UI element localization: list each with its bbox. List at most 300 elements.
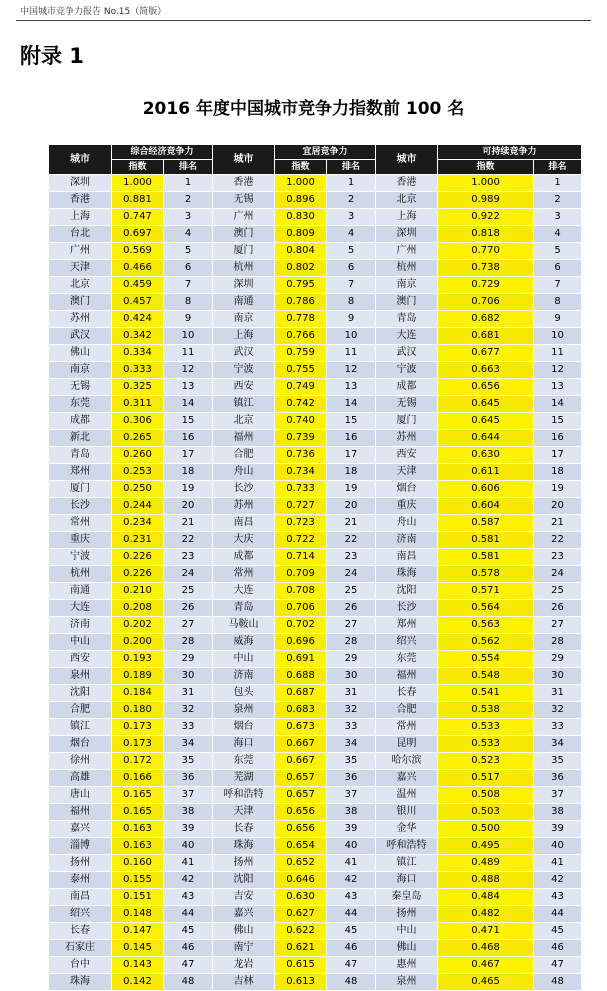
econ-city-cell: 佛山	[49, 345, 112, 362]
livable-rank-cell: 18	[327, 464, 376, 481]
sustain-city-cell: 澳门	[376, 294, 438, 311]
livable-rank-cell: 3	[327, 209, 376, 226]
econ-rank-cell: 36	[164, 770, 213, 787]
table-title: 2016 年度中国城市竞争力指数前 100 名	[142, 99, 465, 119]
sustain-index-cell: 0.677	[438, 345, 534, 362]
group-econ: 综合经济竞争力	[112, 145, 213, 160]
sustain-city-cell: 珠海	[376, 566, 438, 583]
econ-index-cell: 0.189	[112, 668, 164, 685]
econ-index-cell: 0.244	[112, 498, 164, 515]
econ-rank-cell: 46	[164, 940, 213, 957]
econ-index-cell: 0.147	[112, 923, 164, 940]
sustain-index-cell: 0.611	[438, 464, 534, 481]
livable-rank-cell: 46	[327, 940, 376, 957]
econ-index-cell: 0.165	[112, 787, 164, 804]
group-sustain: 可持续竞争力	[438, 145, 582, 160]
econ-index-cell: 0.163	[112, 821, 164, 838]
sustain-rank-cell: 29	[534, 651, 582, 668]
sustain-index-cell: 0.989	[438, 192, 534, 209]
econ-index-cell: 0.334	[112, 345, 164, 362]
sustain-rank-cell: 2	[534, 192, 582, 209]
table-row	[49, 634, 582, 651]
sustain-index-cell: 0.645	[438, 413, 534, 430]
econ-index-cell: 0.325	[112, 379, 164, 396]
table-row	[49, 277, 582, 294]
group-livable: 宜居竞争力	[275, 145, 376, 160]
econ-city-cell: 厦门	[49, 481, 112, 498]
sustain-rank-cell: 33	[534, 719, 582, 736]
table-row	[49, 617, 582, 634]
livable-rank-cell: 14	[327, 396, 376, 413]
sustain-city-cell: 绍兴	[376, 634, 438, 651]
livable-index-cell: 0.766	[275, 328, 327, 345]
livable-index-cell: 0.656	[275, 804, 327, 821]
table-row	[49, 685, 582, 702]
sustain-index-cell: 0.729	[438, 277, 534, 294]
sustain-index-cell: 0.489	[438, 855, 534, 872]
livable-index-cell: 0.802	[275, 260, 327, 277]
livable-index-cell: 0.786	[275, 294, 327, 311]
sustain-index-cell: 0.682	[438, 311, 534, 328]
livable-index-cell: 0.722	[275, 532, 327, 549]
econ-index-cell: 0.265	[112, 430, 164, 447]
table-row	[49, 311, 582, 328]
livable-index-cell: 0.627	[275, 906, 327, 923]
sustain-city-cell: 扬州	[376, 906, 438, 923]
livable-rank-cell: 15	[327, 413, 376, 430]
econ-city-cell: 成都	[49, 413, 112, 430]
sustain-index-cell: 0.564	[438, 600, 534, 617]
livable-index-cell: 0.654	[275, 838, 327, 855]
econ-city-cell: 长春	[49, 923, 112, 940]
sustain-index-cell: 0.500	[438, 821, 534, 838]
econ-rank-cell: 25	[164, 583, 213, 600]
livable-rank-cell: 16	[327, 430, 376, 447]
sustain-rank-cell: 45	[534, 923, 582, 940]
econ-index-cell: 0.202	[112, 617, 164, 634]
econ-index-cell: 0.424	[112, 311, 164, 328]
livable-city-cell: 珠海	[213, 838, 275, 855]
livable-city-cell: 长春	[213, 821, 275, 838]
econ-rank-cell: 24	[164, 566, 213, 583]
table-row	[49, 566, 582, 583]
econ-city-cell: 宁波	[49, 549, 112, 566]
econ-rank-cell: 45	[164, 923, 213, 940]
livable-rank-cell: 34	[327, 736, 376, 753]
livable-rank-cell: 37	[327, 787, 376, 804]
econ-city-cell: 广州	[49, 243, 112, 260]
econ-city-cell: 重庆	[49, 532, 112, 549]
sustain-rank-cell: 21	[534, 515, 582, 532]
col-city-sustain: 城市	[376, 145, 438, 175]
econ-index-cell: 0.747	[112, 209, 164, 226]
econ-city-cell: 济南	[49, 617, 112, 634]
econ-city-cell: 泉州	[49, 668, 112, 685]
livable-city-cell: 包头	[213, 685, 275, 702]
econ-index-cell: 0.173	[112, 736, 164, 753]
livable-index-cell: 0.714	[275, 549, 327, 566]
sustain-rank-cell: 36	[534, 770, 582, 787]
econ-rank-cell: 16	[164, 430, 213, 447]
livable-rank-cell: 17	[327, 447, 376, 464]
sustain-city-cell: 银川	[376, 804, 438, 821]
econ-index-cell: 0.172	[112, 753, 164, 770]
sustain-index-cell: 0.630	[438, 447, 534, 464]
sustain-index-cell: 0.533	[438, 719, 534, 736]
livable-index-cell: 0.723	[275, 515, 327, 532]
livable-index-cell: 0.749	[275, 379, 327, 396]
sustain-rank-cell: 18	[534, 464, 582, 481]
livable-index-cell: 0.896	[275, 192, 327, 209]
sustain-index-cell: 0.706	[438, 294, 534, 311]
livable-city-cell: 东莞	[213, 753, 275, 770]
livable-city-cell: 深圳	[213, 277, 275, 294]
econ-city-cell: 西安	[49, 651, 112, 668]
table-row	[49, 855, 582, 872]
econ-city-cell: 香港	[49, 192, 112, 209]
sustain-city-cell: 金华	[376, 821, 438, 838]
econ-index-cell: 0.193	[112, 651, 164, 668]
col-livable-index: 指数	[275, 160, 327, 175]
sustain-rank-cell: 28	[534, 634, 582, 651]
livable-index-cell: 1.000	[275, 175, 327, 192]
livable-rank-cell: 27	[327, 617, 376, 634]
sustain-city-cell: 哈尔滨	[376, 753, 438, 770]
livable-city-cell: 威海	[213, 634, 275, 651]
econ-index-cell: 0.333	[112, 362, 164, 379]
econ-index-cell: 0.148	[112, 906, 164, 923]
livable-city-cell: 苏州	[213, 498, 275, 515]
sustain-rank-cell: 27	[534, 617, 582, 634]
livable-index-cell: 0.646	[275, 872, 327, 889]
sustain-city-cell: 秦皇岛	[376, 889, 438, 906]
table-row	[49, 345, 582, 362]
table-row	[49, 379, 582, 396]
econ-index-cell: 0.160	[112, 855, 164, 872]
sustain-index-cell: 0.604	[438, 498, 534, 515]
sustain-rank-cell: 44	[534, 906, 582, 923]
livable-rank-cell: 12	[327, 362, 376, 379]
sustain-index-cell: 0.482	[438, 906, 534, 923]
econ-city-cell: 淄博	[49, 838, 112, 855]
table-row	[49, 226, 582, 243]
sustain-index-cell: 0.922	[438, 209, 534, 226]
livable-index-cell: 0.656	[275, 821, 327, 838]
sustain-city-cell: 厦门	[376, 413, 438, 430]
livable-rank-cell: 43	[327, 889, 376, 906]
econ-city-cell: 天津	[49, 260, 112, 277]
sustain-rank-cell: 48	[534, 974, 582, 991]
table-row	[49, 702, 582, 719]
econ-city-cell: 福州	[49, 804, 112, 821]
livable-rank-cell: 41	[327, 855, 376, 872]
sustain-rank-cell: 23	[534, 549, 582, 566]
livable-rank-cell: 8	[327, 294, 376, 311]
sustain-city-cell: 苏州	[376, 430, 438, 447]
sustain-city-cell: 天津	[376, 464, 438, 481]
econ-index-cell: 0.200	[112, 634, 164, 651]
livable-index-cell: 0.615	[275, 957, 327, 974]
econ-rank-cell: 12	[164, 362, 213, 379]
livable-rank-cell: 19	[327, 481, 376, 498]
sustain-city-cell: 青岛	[376, 311, 438, 328]
livable-index-cell: 0.630	[275, 889, 327, 906]
sustain-rank-cell: 19	[534, 481, 582, 498]
livable-city-cell: 天津	[213, 804, 275, 821]
table-row	[49, 940, 582, 957]
table-row	[49, 600, 582, 617]
econ-city-cell: 澳门	[49, 294, 112, 311]
livable-index-cell: 0.727	[275, 498, 327, 515]
table-row	[49, 532, 582, 549]
econ-city-cell: 高雄	[49, 770, 112, 787]
livable-rank-cell: 6	[327, 260, 376, 277]
livable-rank-cell: 5	[327, 243, 376, 260]
econ-rank-cell: 47	[164, 957, 213, 974]
appendix-title: 附录 1	[20, 44, 84, 68]
livable-city-cell: 南昌	[213, 515, 275, 532]
livable-city-cell: 北京	[213, 413, 275, 430]
table-row	[49, 838, 582, 855]
table-row	[49, 362, 582, 379]
livable-rank-cell: 13	[327, 379, 376, 396]
livable-city-cell: 大连	[213, 583, 275, 600]
livable-rank-cell: 9	[327, 311, 376, 328]
econ-rank-cell: 40	[164, 838, 213, 855]
livable-rank-cell: 23	[327, 549, 376, 566]
sustain-city-cell: 深圳	[376, 226, 438, 243]
livable-city-cell: 上海	[213, 328, 275, 345]
sustain-rank-cell: 9	[534, 311, 582, 328]
sustain-rank-cell: 37	[534, 787, 582, 804]
econ-rank-cell: 5	[164, 243, 213, 260]
livable-city-cell: 烟台	[213, 719, 275, 736]
livable-city-cell: 龙岩	[213, 957, 275, 974]
livable-index-cell: 0.702	[275, 617, 327, 634]
sustain-index-cell: 0.818	[438, 226, 534, 243]
econ-rank-cell: 19	[164, 481, 213, 498]
econ-city-cell: 深圳	[49, 175, 112, 192]
sustain-rank-cell: 22	[534, 532, 582, 549]
econ-city-cell: 郑州	[49, 464, 112, 481]
econ-index-cell: 0.142	[112, 974, 164, 991]
livable-city-cell: 南宁	[213, 940, 275, 957]
sustain-index-cell: 0.663	[438, 362, 534, 379]
ranking-table-body	[49, 175, 582, 991]
livable-index-cell: 0.688	[275, 668, 327, 685]
livable-city-cell: 厦门	[213, 243, 275, 260]
sustain-index-cell: 0.538	[438, 702, 534, 719]
sustain-index-cell: 0.484	[438, 889, 534, 906]
livable-rank-cell: 20	[327, 498, 376, 515]
econ-rank-cell: 20	[164, 498, 213, 515]
livable-index-cell: 0.708	[275, 583, 327, 600]
livable-city-cell: 青岛	[213, 600, 275, 617]
sustain-rank-cell: 34	[534, 736, 582, 753]
col-city-livable: 城市	[213, 145, 275, 175]
sustain-rank-cell: 17	[534, 447, 582, 464]
header-rule	[16, 20, 591, 21]
sustain-index-cell: 0.471	[438, 923, 534, 940]
sustain-city-cell: 昆明	[376, 736, 438, 753]
table-row	[49, 923, 582, 940]
table-row	[49, 515, 582, 532]
econ-rank-cell: 38	[164, 804, 213, 821]
table-row	[49, 260, 582, 277]
sustain-index-cell: 0.554	[438, 651, 534, 668]
econ-city-cell: 镇江	[49, 719, 112, 736]
livable-rank-cell: 32	[327, 702, 376, 719]
livable-city-cell: 长沙	[213, 481, 275, 498]
econ-rank-cell: 22	[164, 532, 213, 549]
livable-index-cell: 0.755	[275, 362, 327, 379]
sustain-city-cell: 无锡	[376, 396, 438, 413]
livable-rank-cell: 44	[327, 906, 376, 923]
table-row	[49, 787, 582, 804]
econ-city-cell: 东莞	[49, 396, 112, 413]
econ-rank-cell: 7	[164, 277, 213, 294]
running-header: 中国城市竞争力报告 No.15（简版）	[20, 7, 167, 17]
sustain-rank-cell: 43	[534, 889, 582, 906]
sustain-city-cell: 广州	[376, 243, 438, 260]
econ-rank-cell: 17	[164, 447, 213, 464]
livable-index-cell: 0.795	[275, 277, 327, 294]
econ-rank-cell: 10	[164, 328, 213, 345]
livable-index-cell: 0.739	[275, 430, 327, 447]
livable-rank-cell: 25	[327, 583, 376, 600]
econ-city-cell: 常州	[49, 515, 112, 532]
table-row	[49, 498, 582, 515]
econ-city-cell: 杭州	[49, 566, 112, 583]
econ-index-cell: 0.166	[112, 770, 164, 787]
sustain-rank-cell: 20	[534, 498, 582, 515]
sustain-index-cell: 0.533	[438, 736, 534, 753]
econ-city-cell: 珠海	[49, 974, 112, 991]
sustain-city-cell: 佛山	[376, 940, 438, 957]
sustain-city-cell: 大连	[376, 328, 438, 345]
livable-rank-cell: 29	[327, 651, 376, 668]
livable-city-cell: 嘉兴	[213, 906, 275, 923]
sustain-index-cell: 0.467	[438, 957, 534, 974]
econ-index-cell: 0.457	[112, 294, 164, 311]
econ-city-cell: 大连	[49, 600, 112, 617]
sustain-index-cell: 0.541	[438, 685, 534, 702]
econ-rank-cell: 37	[164, 787, 213, 804]
sustain-index-cell: 0.656	[438, 379, 534, 396]
sustain-city-cell: 沈阳	[376, 583, 438, 600]
econ-index-cell: 0.151	[112, 889, 164, 906]
econ-rank-cell: 48	[164, 974, 213, 991]
table-row	[49, 719, 582, 736]
econ-rank-cell: 6	[164, 260, 213, 277]
sustain-city-cell: 宁波	[376, 362, 438, 379]
sustain-index-cell: 0.517	[438, 770, 534, 787]
econ-rank-cell: 2	[164, 192, 213, 209]
sustain-rank-cell: 31	[534, 685, 582, 702]
livable-city-cell: 佛山	[213, 923, 275, 940]
econ-city-cell: 新北	[49, 430, 112, 447]
sustain-rank-cell: 38	[534, 804, 582, 821]
econ-index-cell: 0.180	[112, 702, 164, 719]
livable-index-cell: 0.657	[275, 787, 327, 804]
livable-city-cell: 广州	[213, 209, 275, 226]
econ-index-cell: 0.184	[112, 685, 164, 702]
livable-rank-cell: 1	[327, 175, 376, 192]
livable-city-cell: 扬州	[213, 855, 275, 872]
sustain-index-cell: 0.587	[438, 515, 534, 532]
table-row	[49, 668, 582, 685]
livable-city-cell: 澳门	[213, 226, 275, 243]
sustain-city-cell: 济南	[376, 532, 438, 549]
sustain-rank-cell: 25	[534, 583, 582, 600]
sustain-index-cell: 0.645	[438, 396, 534, 413]
sustain-rank-cell: 11	[534, 345, 582, 362]
livable-rank-cell: 39	[327, 821, 376, 838]
livable-city-cell: 香港	[213, 175, 275, 192]
sustain-city-cell: 重庆	[376, 498, 438, 515]
livable-rank-cell: 7	[327, 277, 376, 294]
sustain-city-cell: 西安	[376, 447, 438, 464]
econ-city-cell: 青岛	[49, 447, 112, 464]
sustain-rank-cell: 6	[534, 260, 582, 277]
sustain-rank-cell: 24	[534, 566, 582, 583]
table-row	[49, 175, 582, 192]
sustain-index-cell: 0.495	[438, 838, 534, 855]
econ-index-cell: 0.145	[112, 940, 164, 957]
livable-index-cell: 0.742	[275, 396, 327, 413]
livable-rank-cell: 31	[327, 685, 376, 702]
econ-city-cell: 徐州	[49, 753, 112, 770]
sustain-city-cell: 海口	[376, 872, 438, 889]
econ-rank-cell: 3	[164, 209, 213, 226]
livable-index-cell: 0.657	[275, 770, 327, 787]
econ-index-cell: 0.173	[112, 719, 164, 736]
sustain-city-cell: 温州	[376, 787, 438, 804]
sustain-index-cell: 0.562	[438, 634, 534, 651]
sustain-index-cell: 0.488	[438, 872, 534, 889]
livable-index-cell: 0.673	[275, 719, 327, 736]
sustain-index-cell: 1.000	[438, 175, 534, 192]
econ-rank-cell: 33	[164, 719, 213, 736]
table-row	[49, 736, 582, 753]
econ-city-cell: 合肥	[49, 702, 112, 719]
econ-rank-cell: 8	[164, 294, 213, 311]
sustain-index-cell: 0.563	[438, 617, 534, 634]
table-row	[49, 889, 582, 906]
sustain-city-cell: 北京	[376, 192, 438, 209]
livable-rank-cell: 4	[327, 226, 376, 243]
sustain-rank-cell: 7	[534, 277, 582, 294]
col-sustain-index: 指数	[438, 160, 534, 175]
sustain-city-cell: 合肥	[376, 702, 438, 719]
sustain-rank-cell: 16	[534, 430, 582, 447]
econ-rank-cell: 43	[164, 889, 213, 906]
col-econ-index: 指数	[112, 160, 164, 175]
econ-city-cell: 南京	[49, 362, 112, 379]
livable-index-cell: 0.759	[275, 345, 327, 362]
sustain-city-cell: 舟山	[376, 515, 438, 532]
livable-city-cell: 吉林	[213, 974, 275, 991]
table-row	[49, 396, 582, 413]
sustain-rank-cell: 13	[534, 379, 582, 396]
sustain-rank-cell: 30	[534, 668, 582, 685]
sustain-index-cell: 0.644	[438, 430, 534, 447]
econ-index-cell: 0.881	[112, 192, 164, 209]
econ-rank-cell: 28	[164, 634, 213, 651]
sustain-city-cell: 泉州	[376, 974, 438, 991]
sustain-city-cell: 南昌	[376, 549, 438, 566]
sustain-index-cell: 0.503	[438, 804, 534, 821]
